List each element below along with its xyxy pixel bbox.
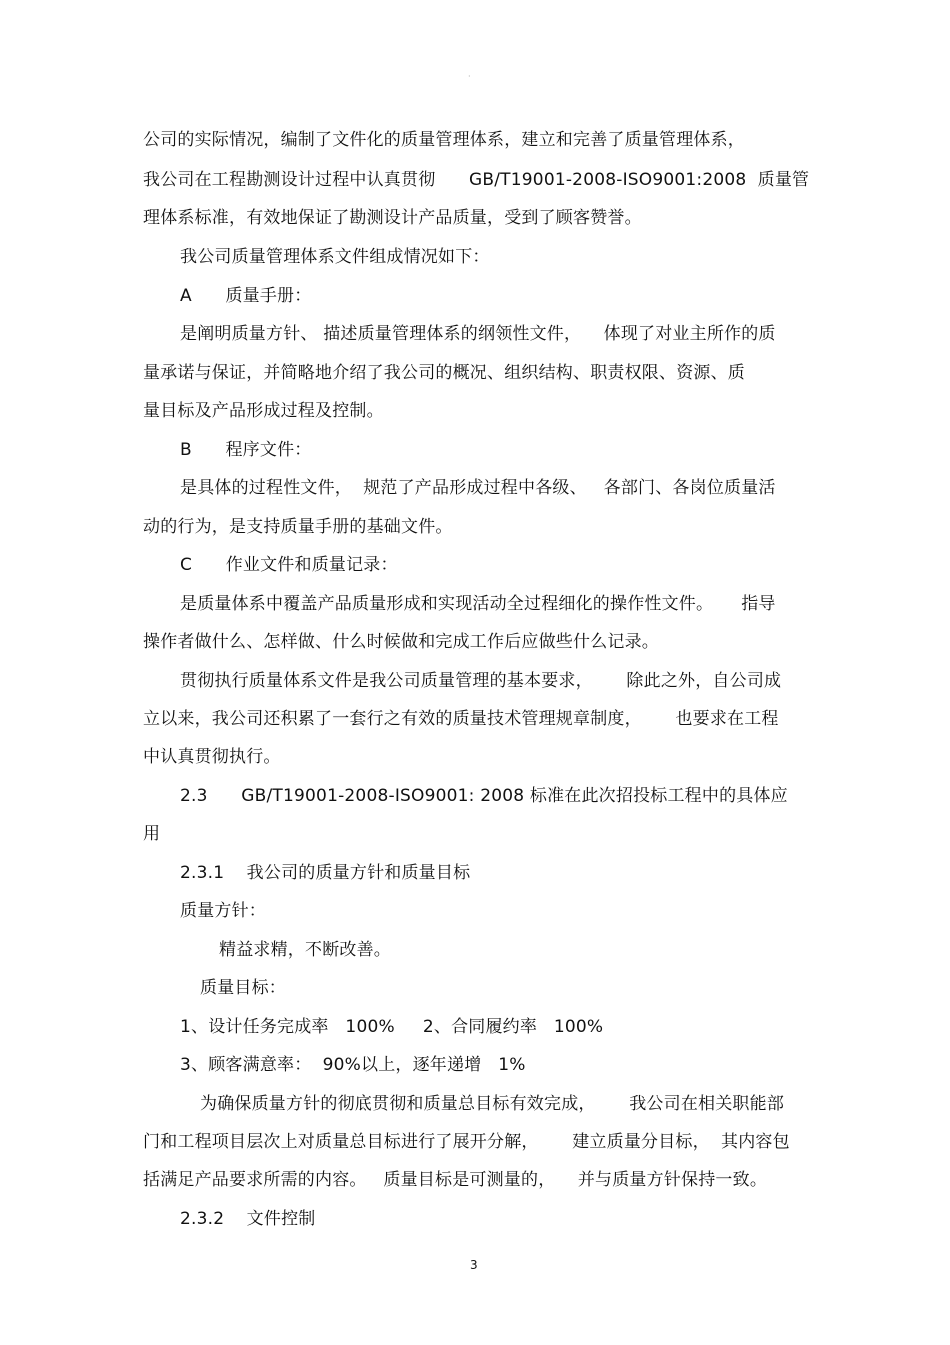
section-heading-2-3-2: 2.3.2 文件控制 [180,1209,316,1229]
text-line: 公司的实际情况，编制了文件化的质量管理体系，建立和完善了质量管理体系， [143,130,745,150]
text-line: 我公司质量管理体系文件组成情况如下： [180,247,490,267]
text-line: 我公司在工程勘测设计过程中认真贯彻 GB/T19001-2008-ISO9001:2008 质量管 [143,170,810,190]
section-heading-b: B 程序文件： [180,440,312,460]
quality-goal-2: 3、顾客满意率： 90%以上，逐年递增 1% [180,1055,526,1075]
section-heading-2-3-1: 2.3.1 我公司的质量方针和质量目标 [180,863,471,883]
section-heading-2-3: 2.3 GB/T19001-2008-ISO9001: 2008 标准在此次招投标工程中的具体应 [180,786,788,806]
page-number: 3 [470,1258,478,1272]
text-line: 用 [143,824,161,844]
text-line: 中认真贯彻执行。 [143,747,281,767]
text-line: 理体系标准，有效地保证了勘测设计产品质量，受到了顾客赞誉。 [143,208,642,228]
text-line: 门和工程项目层次上对质量总目标进行了展开分解， 建立质量分目标， 其内容包 [143,1132,790,1152]
text-line: 量承诺与保证，并简略地介绍了我公司的概况、组织结构、职责权限、资源、质 [143,363,745,383]
text-line: 操作者做什么、怎样做、什么时候做和完成工作后应做些什么记录。 [143,632,659,652]
text-line: 是阐明质量方针、 描述质量管理体系的纲领性文件， 体现了对业主所作的质 [180,324,776,344]
text-line: 质量目标： [200,978,286,998]
text-line: 立以来，我公司还积累了一套行之有效的质量技术管理规章制度， 也要求在工程 [143,709,779,729]
section-heading-a: A 质量手册： [180,286,312,306]
text-line: 是质量体系中覆盖产品质量形成和实现活动全过程细化的操作性文件。 指导 [180,594,776,614]
text-line: 括满足产品要求所需的内容。 质量目标是可测量的， 并与质量方针保持一致。 [143,1170,768,1190]
text-line: 质量方针： [180,901,266,921]
header-mark: · [468,72,471,81]
quality-goal-1: 1、设计任务完成率 100% 2、合同履约率 100% [180,1017,604,1037]
section-heading-c: C 作业文件和质量记录： [180,555,398,575]
text-line: 量目标及产品形成过程及控制。 [143,401,384,421]
text-line: 为确保质量方针的彻底贯彻和质量总目标有效完成， 我公司在相关职能部 [200,1094,785,1114]
text-line: 动的行为，是支持质量手册的基础文件。 [143,517,453,537]
quality-policy: 精益求精，不断改善。 [219,940,391,960]
text-line: 贯彻执行质量体系文件是我公司质量管理的基本要求， 除此之外，自公司成 [180,671,782,691]
text-line: 是具体的过程性文件， 规范了产品形成过程中各级、 各部门、各岗位质量活 [180,478,776,498]
